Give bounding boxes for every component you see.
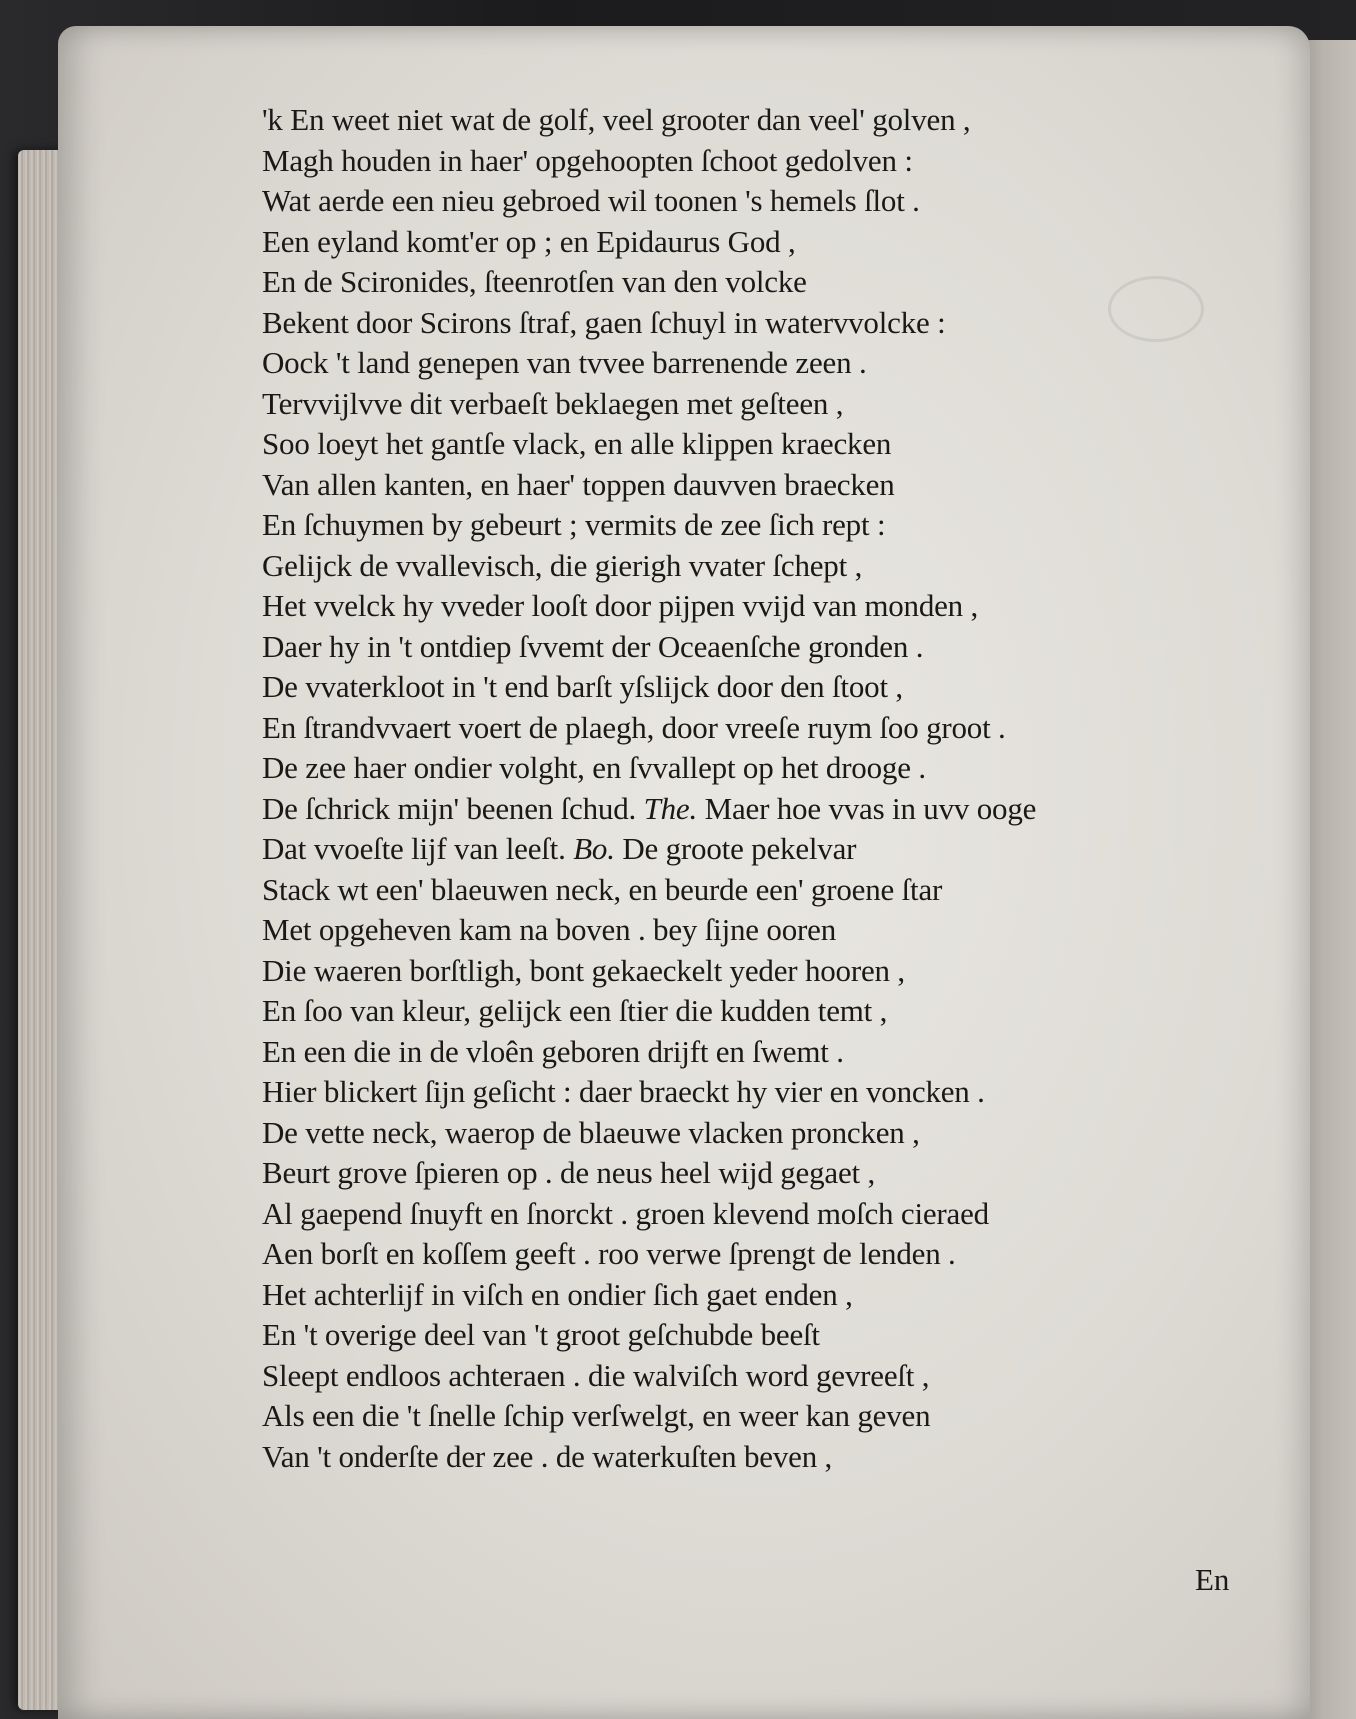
verse-line xyxy=(262,546,1262,587)
verse-text: Oock 't land genepen van tvvee barrenende zeen . xyxy=(262,345,867,380)
verse-text: Als een die 't ſnelle ſchip verſwelgt, en weer kan geven xyxy=(262,1398,931,1433)
verse-line xyxy=(262,181,1262,222)
verse-text: Een eyland komt'er op ; en Epidaurus God , xyxy=(262,223,796,259)
verse-line xyxy=(262,667,1262,708)
speaker-label: Bo. xyxy=(573,831,615,866)
verse-text: Daer hy in 't ontdiep ſvvemt der Oceaenſche gronden . xyxy=(262,628,924,664)
verse-text: En ſtrandvvaert voert de plaegh, door vreeſe ruym ſoo groot . xyxy=(262,709,1006,745)
verse-text: De groote pekelvar xyxy=(614,831,857,866)
verse-line xyxy=(262,1072,1262,1113)
verse-text: 'k En weet niet wat de golf, veel grooter dan veel' golven , xyxy=(262,102,971,137)
verse-line xyxy=(262,870,1262,911)
verse-line xyxy=(262,262,1262,303)
verse-text: Magh houden in haer' opgehoopten ſchoot gedolven : xyxy=(262,142,913,178)
verse-line xyxy=(262,708,1262,749)
verse-text: Van 't onderſte der zee . de waterkuſten beven , xyxy=(262,1438,833,1474)
verse-line xyxy=(262,829,1262,870)
verse-text: Stack wt een' blaeuwen neck, en beurde een' groene ſtar xyxy=(262,871,943,907)
verse-line xyxy=(262,951,1262,992)
verse-line xyxy=(262,1194,1262,1235)
verse-text: Gelijck de vvallevisch, die gierigh vvater ſchept , xyxy=(262,547,863,583)
verse-line xyxy=(262,222,1262,263)
verse-text: De vette neck, waerop de blaeuwe vlacken proncken , xyxy=(262,1114,920,1150)
speaker-label: The. xyxy=(643,790,698,826)
verse-line xyxy=(262,1437,1262,1478)
verse-text: Wat aerde een nieu gebroed wil toonen 's hemels ſlot . xyxy=(262,183,920,218)
verse-text: Aen borſt en koſſem geeft . roo verwe ſprengt de lenden . xyxy=(262,1236,956,1271)
verse-text: Bekent door Scirons ſtraf, gaen ſchuyl in watervvolcke : xyxy=(262,304,946,340)
verse-line xyxy=(262,505,1262,546)
verse-text: En een die in de vloên geboren drijft en ſwemt . xyxy=(262,1033,844,1069)
verse-text: En ſoo van kleur, gelijck een ſtier die kudden temt , xyxy=(262,993,888,1028)
verse-text: Van allen kanten, en haer' toppen dauvven braecken xyxy=(262,466,895,502)
verse-text: Al gaepend ſnuyft en ſnorckt . groen klevend moſch cieraed xyxy=(262,1195,989,1231)
verse-text: Tervvijlvve dit verbaeſt beklaegen met geſteen , xyxy=(262,385,844,421)
catchword: En xyxy=(1195,1562,1230,1597)
verse-text: En de Scironides, ſteenrotſen van den volcke xyxy=(262,264,807,299)
verse-line xyxy=(262,100,1262,141)
verse-line xyxy=(262,991,1262,1032)
verse-line xyxy=(262,1356,1262,1397)
verse-line xyxy=(262,1234,1262,1275)
verse-text: Het vvelck hy vveder looſt door pijpen vvijd van monden , xyxy=(262,588,979,623)
verse-text: Die waeren borſtligh, bont gekaeckelt yeder hooren , xyxy=(262,952,905,988)
verse-line xyxy=(262,1275,1262,1316)
verse-text: Beurt grove ſpieren op . de neus heel wijd gegaet , xyxy=(262,1155,876,1190)
poem-text xyxy=(262,100,1262,1477)
verse-line xyxy=(262,384,1262,425)
verse-line xyxy=(262,465,1262,506)
verse-text: Hier blickert ſijn geſicht : daer braeckt hy vier en voncken . xyxy=(262,1074,985,1109)
verse-line xyxy=(262,586,1262,627)
verse-line xyxy=(262,627,1262,668)
verse-line xyxy=(262,1153,1262,1194)
verse-text: De zee haer ondier volght, en ſvvallept op het drooge . xyxy=(262,750,926,785)
verse-line xyxy=(262,1032,1262,1073)
verse-line xyxy=(262,424,1262,465)
verse-text: De ſchrick mijn' beenen ſchud. xyxy=(262,790,644,826)
verse-text: Met opgeheven kam na boven . bey ſijne ooren xyxy=(262,912,836,947)
verse-line xyxy=(262,343,1262,384)
verse-text: Maer hoe vvas in uvv ooge xyxy=(697,790,1037,826)
verse-text: Het achterlijf in viſch en ondier ſich gaet enden , xyxy=(262,1276,853,1312)
verse-line xyxy=(262,910,1262,951)
verse-line xyxy=(262,303,1262,344)
verse-line xyxy=(262,141,1262,182)
verse-text: En ſchuymen by gebeurt ; vermits de zee ſich rept : xyxy=(262,507,886,542)
verse-line xyxy=(262,1315,1262,1356)
verse-line xyxy=(262,1113,1262,1154)
verse-line xyxy=(262,789,1262,830)
verse-line xyxy=(262,748,1262,789)
verse-text: De vvaterkloot in 't end barſt yſslijck door den ſtoot , xyxy=(262,669,903,704)
verse-text: Sleept endloos achteraen . die walviſch word gevreeſt , xyxy=(262,1357,930,1393)
verse-text: Soo loeyt het gantſe vlack, en alle klippen kraecken xyxy=(262,426,892,461)
verse-text: Dat vvoeſte lijf van leeſt. xyxy=(262,831,574,866)
verse-line xyxy=(262,1396,1262,1437)
verse-text: En 't overige deel van 't groot geſchubde beeſt xyxy=(262,1317,820,1352)
